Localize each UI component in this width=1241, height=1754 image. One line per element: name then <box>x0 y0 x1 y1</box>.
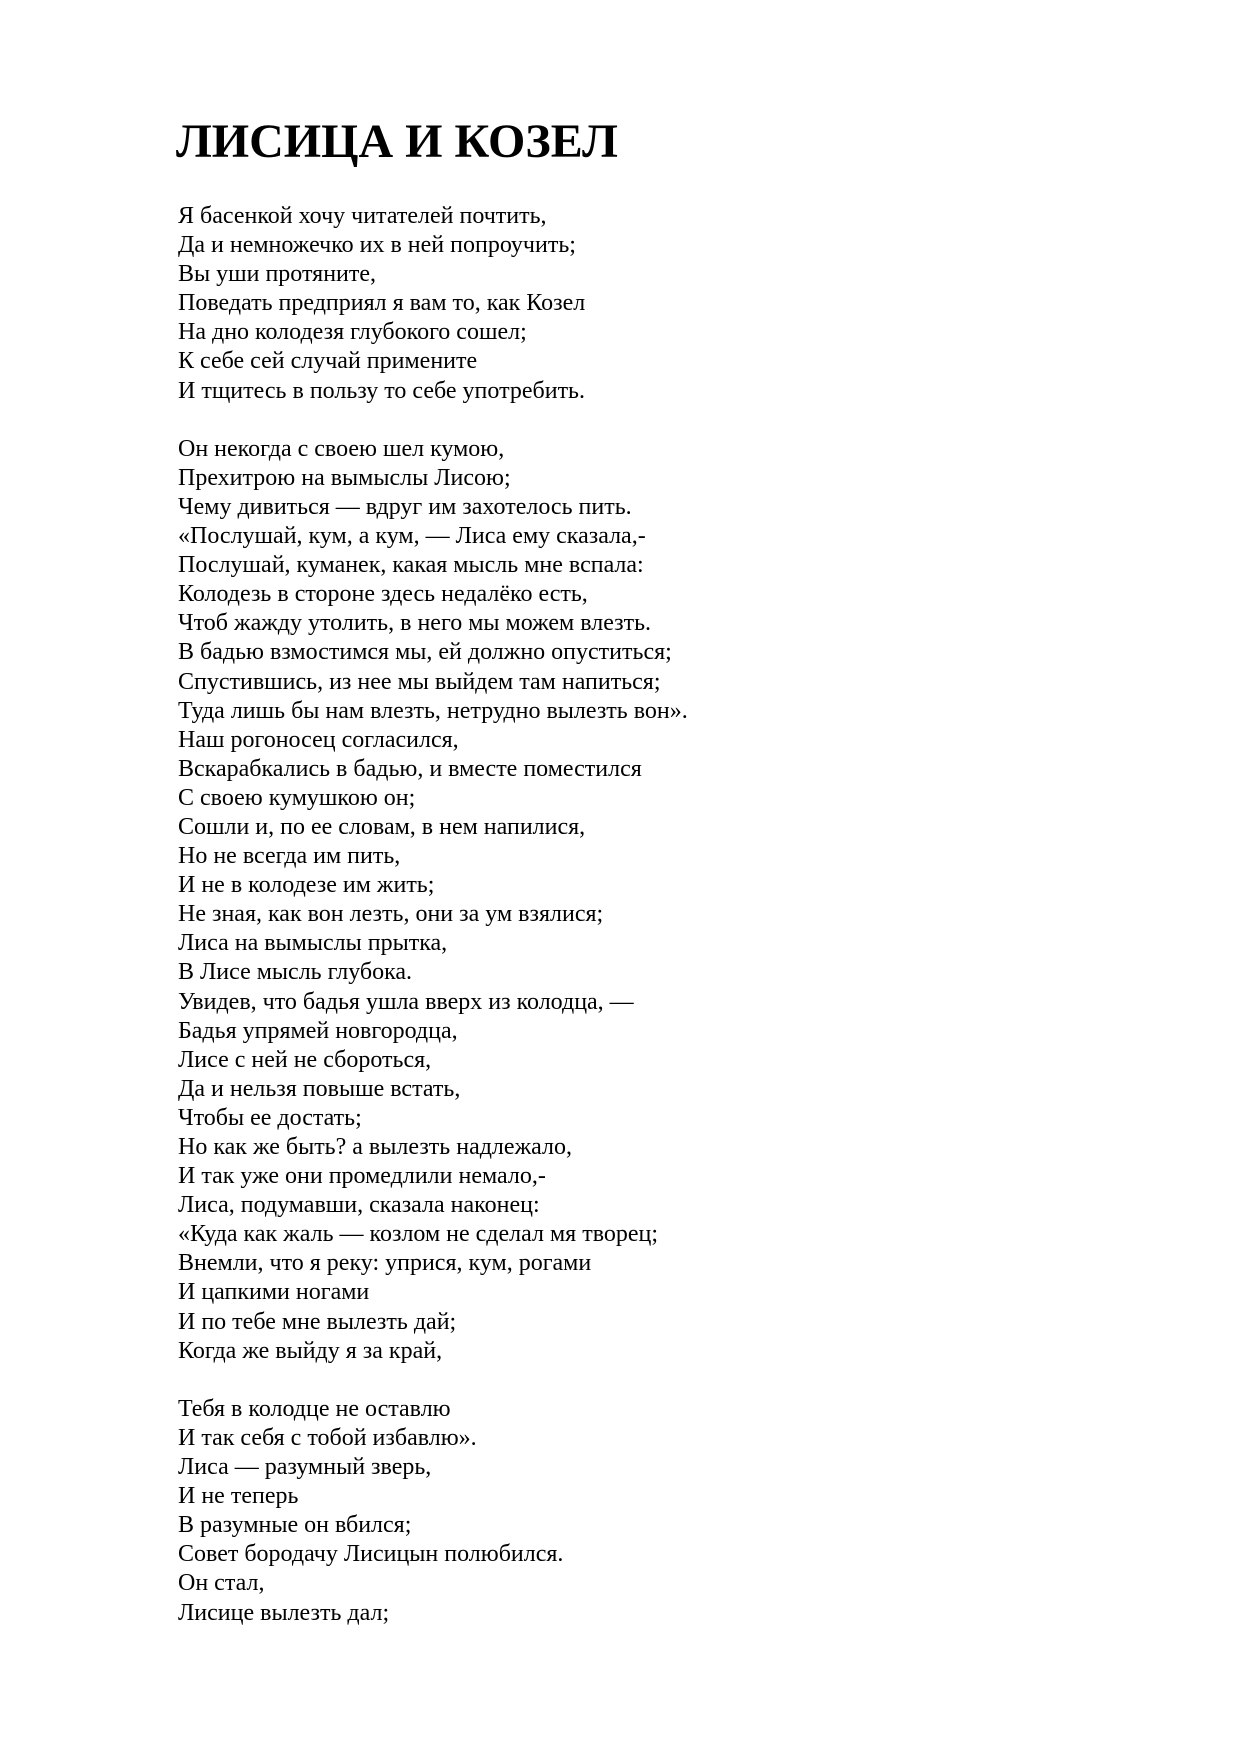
stanza <box>178 1395 1178 1628</box>
poem-line: Увидев, что бадья ушла вверх из колодца, — <box>178 988 634 1015</box>
poem-line: Чтобы ее достать; <box>178 1104 362 1131</box>
poem-line: «Послушай, кум, а кум, — Лиса ему сказала,- <box>178 523 646 550</box>
poem-line: Лисе с ней не сбороться, <box>178 1046 432 1073</box>
poem-line: Совет бородачу Лисицын полюбился. <box>178 1541 564 1568</box>
stanza <box>178 435 1178 1366</box>
poem-line: Послушай, куманек, какая мысль мне вспала: <box>178 552 644 579</box>
poem-line: Он некогда с своею шел кумою, <box>178 435 505 462</box>
poem-line: В бадью взмостимся мы, ей должно опуститься; <box>178 639 672 666</box>
poem-line: Лисице вылезть дал; <box>178 1599 390 1626</box>
poem-line: Туда лишь бы нам влезть, нетрудно вылезть вон». <box>178 697 688 724</box>
poem-line: И по тебе мне вылезть дай; <box>178 1308 457 1335</box>
poem-line: В Лисе мысль глубока. <box>178 959 413 986</box>
poem-line: Я басенкой хочу читателей почтить, <box>178 203 547 229</box>
poem-line: Тебя в колодце не оставлю <box>178 1395 451 1422</box>
poem-line: «Куда как жаль — козлом не сделал мя творец; <box>178 1221 659 1248</box>
poem-line: Да и немножечко их в ней попроучить; <box>178 232 576 259</box>
poem-line: Вскарабкались в бадью, и вместе поместился <box>178 755 642 782</box>
poem-line: Вы уши протяните, <box>178 261 377 288</box>
poem-line: Лиса, подумавши, сказала наконец: <box>178 1192 540 1219</box>
poem-line: И цапкими ногами <box>178 1279 370 1306</box>
poem-line: Чему дивиться — вдруг им захотелось пить. <box>178 493 632 520</box>
document-title: ЛИСИЦА И КОЗЕЛ <box>176 115 618 168</box>
poem-body <box>178 202 1178 1628</box>
poem-line: Лиса — разумный зверь, <box>178 1454 432 1481</box>
poem-line: Не зная, как вон лезть, они за ум взялися; <box>178 901 604 928</box>
poem-line: И так себя с тобой избавлю». <box>178 1424 477 1451</box>
poem-line: Лиса на вымыслы прытка, <box>178 930 448 957</box>
poem-line: И не теперь <box>178 1483 299 1510</box>
stanza <box>178 202 1178 406</box>
poem-line: Когда же выйду я за край, <box>178 1337 443 1364</box>
poem-line: Чтоб жажду утолить, в него мы можем влезть. <box>178 610 652 637</box>
poem-line: И не в колодезе им жить; <box>178 872 435 899</box>
poem-line: Он стал, <box>178 1570 265 1597</box>
poem-line: Бадья упрямей новгородца, <box>178 1017 458 1044</box>
poem-line: С своею кумушкою он; <box>178 784 416 811</box>
poem-line: В разумные он вбился; <box>178 1512 412 1539</box>
poem-line: И так уже они промедлили немало,- <box>178 1163 546 1190</box>
poem-line: Наш рогоносец согласился, <box>178 726 459 753</box>
poem-line: Но как же быть? а вылезть надлежало, <box>178 1134 572 1160</box>
poem-line: На дно колодезя глубокого сошел; <box>178 319 527 346</box>
poem-line: Колодезь в стороне здесь недалёко есть, <box>178 581 588 608</box>
poem-line: Но не всегда им пить, <box>178 843 401 870</box>
poem-line: И тщитесь в пользу то себе употребить. <box>178 377 586 404</box>
poem-line: Сошли и, по ее словам, в нем напилися, <box>178 813 586 840</box>
poem-line: Поведать предприял я вам то, как Козел <box>178 290 586 317</box>
poem-line: Спустившись, из нее мы выйдем там напиться; <box>178 668 661 695</box>
poem-line: Да и нельзя повыше встать, <box>178 1075 461 1102</box>
poem-line: Внемли, что я реку: уприся, кум, рогами <box>178 1250 592 1277</box>
poem-line: К себе сей случай примените <box>178 348 478 375</box>
poem-line: Прехитрою на вымыслы Лисою; <box>178 464 511 491</box>
